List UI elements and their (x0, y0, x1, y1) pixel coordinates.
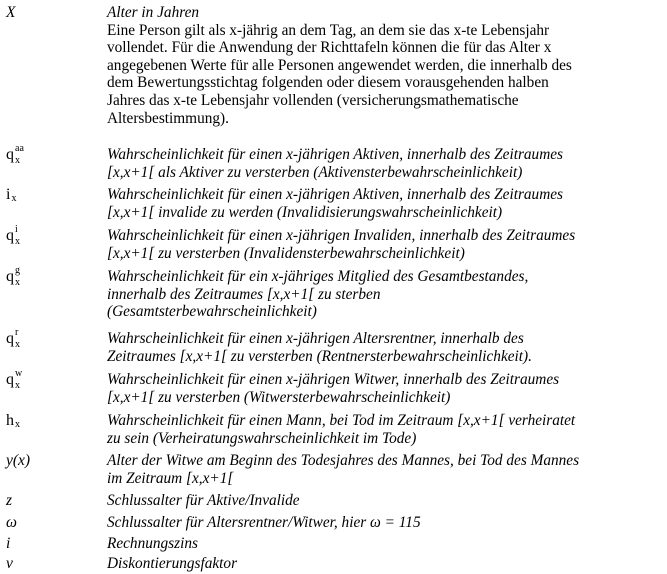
definition-q-w-x: Wahrscheinlichkeit für einen x-jährigen Witwer, innerhalb des Zeitraumes [x,x+1[ zu versterben (Witwersterbewahrscheinlichkeit) (107, 371, 560, 406)
symbol-omega: ω (6, 514, 17, 531)
definition-x (107, 4, 663, 127)
symbol-q-aa-x: q aa x (6, 143, 24, 166)
definition-line: dem Bewertungsstichtag folgenden oder diesem vorausgehenden halben (107, 74, 549, 92)
symbol-q-g-x: q g x (6, 265, 20, 288)
symbol-h-x: h x (6, 412, 20, 430)
definition-title: Alter in Jahren (107, 4, 200, 21)
definition-line: Jahres das x-te Lebensjahr vollenden (versicherungsmathematische (107, 91, 519, 109)
definition-h-x: Wahrscheinlichkeit für einen Mann, bei Tod im Zeitraum [x,x+1[ verheiratet zu sein (Verheiratungswahrscheinlichkeit im Tode) (107, 412, 576, 447)
definition-line: angegebenen Werte für alle Personen angewendet werden, die innerhalb des (107, 56, 572, 74)
definition-q-r-x: Wahrscheinlichkeit für einen x-jährigen Altersrentner, innerhalb des Zeitraumes [x,x+1[ zu versterben (Rentnersterbewahrscheinlichkeit). (107, 330, 532, 365)
symbol-v: v (6, 555, 13, 572)
symbol-x: X (6, 4, 16, 21)
definition-omega: Schlussalter für Altersrentner/Witwer, hier ω = 115 (107, 514, 421, 531)
definition-line: Eine Person gilt als x-jährig an dem Tag, an dem sie das x-te Lebensjahr (107, 21, 550, 39)
symbol-y-of-x: y(x) (6, 452, 31, 469)
definition-i: Rechnungszins (107, 535, 198, 552)
definition-v: Diskontierungsfaktor (107, 555, 238, 572)
definition-line: vollendet. Für die Anwendung der Richttafeln können die für das Alter x (107, 39, 552, 57)
definition-i-x: Wahrscheinlichkeit für einen x-jährigen Aktiven, innerhalb des Zeitraumes [x,x+1[ invalide zu werden (Invalidisierungswahrscheinlichkeit) (107, 186, 563, 221)
definition-y-of-x: Alter der Witwe am Beginn des Todesjahres des Mannes, bei Tod des Mannes im Zeitraum [x,x+1[ (107, 452, 580, 487)
definition-q-i-x: Wahrscheinlichkeit für einen x-jährigen Invaliden, innerhalb des Zeitraumes [x,x+1[ zu versterben (Invalidensterbewahrscheinlichkeit) (107, 227, 576, 262)
symbol-i-x: i x (6, 186, 17, 204)
definition-q-aa-x: Wahrscheinlichkeit für einen x-jährigen Aktiven, innerhalb des Zeitraumes [x,x+1[ als Aktiver zu versterben (Aktivensterbewahrscheinlichkeit) (107, 146, 563, 181)
symbol-q-w-x: q w x (6, 368, 23, 391)
definition-z: Schlussalter für Aktive/Invalide (107, 492, 300, 509)
symbol-z: z (6, 492, 13, 509)
symbol-i: i (6, 535, 11, 552)
symbol-q-i-x: q i x (6, 224, 20, 247)
definition-q-g-x: Wahrscheinlichkeit für ein x-jähriges Mitglied des Gesamtbestandes, innerhalb des Zeitraumes [x,x+1[ zu sterben (Gesamtsterbewahrscheinlichkeit) (107, 268, 529, 321)
definition-line: Altersbestimmung). (107, 109, 229, 127)
symbol-q-r-x: q r x (6, 327, 20, 350)
